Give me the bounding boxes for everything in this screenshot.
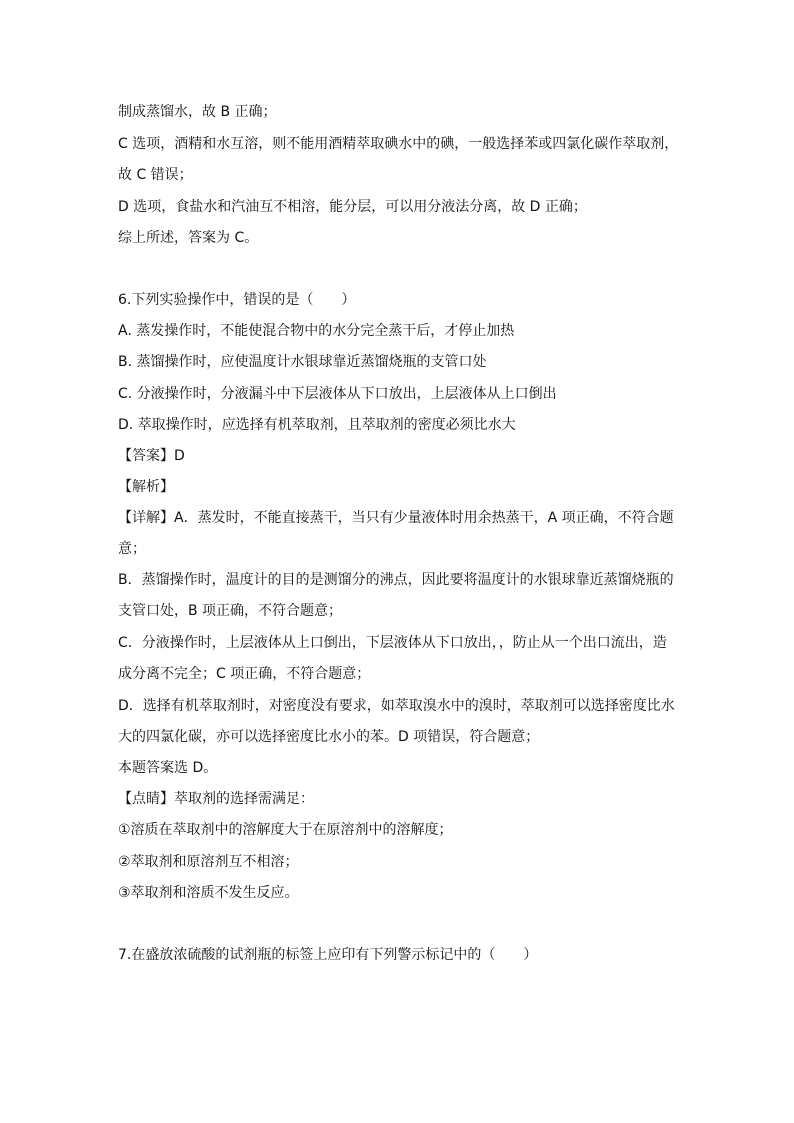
prev-explanation-line-5: 综上所述，答案为 C。 xyxy=(118,230,259,246)
question-6-answer: 【答案】D xyxy=(118,448,185,464)
comment-item-2: ②萃取剂和原溶剂互不相溶； xyxy=(118,854,299,870)
prev-explanation-line-1: 制成蒸馏水，故 B 正确； xyxy=(118,104,277,120)
question-6-stem: 6.下列实验操作中，错误的是（ ） xyxy=(118,292,356,308)
prev-explanation-line-2: C 选项，酒精和水互溶，则不能用酒精萃取碘水中的碘，一般选择苯或四氯化碳作萃取剂， xyxy=(118,136,679,152)
prev-explanation-line-4: D 选项，食盐水和汽油互不相溶，能分层，可以用分液法分离，故 D 正确； xyxy=(118,199,587,215)
question-6-analysis-heading: 【解析】 xyxy=(118,479,174,495)
comment-item-1: ①溶质在萃取剂中的溶解度大于在原溶剂中的溶解度； xyxy=(118,822,453,838)
detail-line-7: D．选择有机萃取剂时，对密度没有要求，如萃取溴水中的溴时，萃取剂可以选择密度比水 xyxy=(118,698,675,714)
prev-explanation-line-3: 故 C 错误； xyxy=(118,167,193,183)
comment-heading: 【点睛】萃取剂的选择需满足： xyxy=(118,791,314,807)
question-7-stem: 7.在盛放浓硫酸的试剂瓶的标签上应印有下列警示标记中的（ ） xyxy=(118,947,538,963)
detail-line-6: 成分离不完全；C 项正确，不符合题意； xyxy=(118,666,371,682)
comment-item-3: ③萃取剂和溶质不发生反应。 xyxy=(118,885,299,901)
detail-line-8: 大的四氯化碳，亦可以选择密度比水小的苯。D 项错误，符合题意； xyxy=(118,729,540,745)
detail-line-9: 本题答案选 D。 xyxy=(118,760,218,776)
question-6-option-a: A. 蒸发操作时，不能使混合物中的水分完全蒸干后，才停止加热 xyxy=(118,323,515,339)
detail-line-3: B．蒸馏操作时，温度计的目的是测馏分的沸点，因此要将温度计的水银球靠近蒸馏烧瓶的 xyxy=(118,572,674,588)
detail-line-4: 支管口处，B 项正确，不符合题意； xyxy=(118,603,343,619)
question-6-option-b: B. 蒸馏操作时，应使温度计水银球靠近蒸馏烧瓶的支管口处 xyxy=(118,354,487,370)
question-6-option-d: D. 萃取操作时，应选择有机萃取剂，且萃取剂的密度必须比水大 xyxy=(118,417,516,433)
detail-line-5: C．分液操作时，上层液体从上口倒出，下层液体从下口放出，，防止从一个出口流出，造 xyxy=(118,635,667,651)
detail-line-1: 【详解】A．蒸发时，不能直接蒸干，当只有少量液体时用余热蒸干，A 项正确，不符合题 xyxy=(118,510,674,526)
question-6-option-c: C. 分液操作时，分液漏斗中下层液体从下口放出，上层液体从上口倒出 xyxy=(118,386,557,402)
detail-line-2: 意； xyxy=(118,541,146,557)
